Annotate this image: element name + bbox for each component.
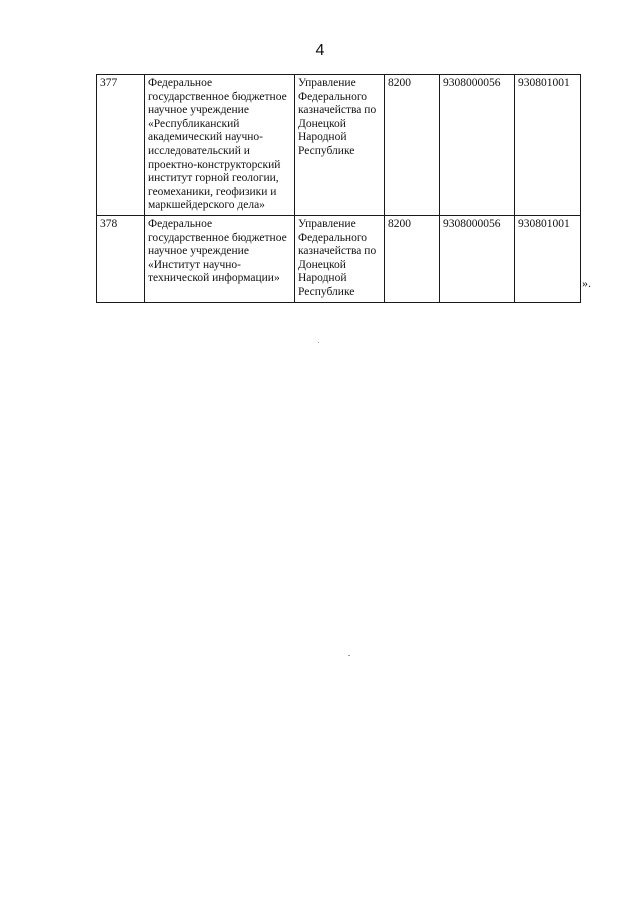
- scan-speck: [318, 342, 319, 343]
- treasury-body-cell: Управление Федерального казначейства по Донецкой Народной Республике: [295, 75, 385, 216]
- row-number-cell: 377: [97, 75, 145, 216]
- kpp-cell: 930801001: [515, 75, 581, 216]
- code-cell: 8200: [385, 75, 440, 216]
- inn-cell: 9308000056: [440, 75, 515, 216]
- code-cell: 8200: [385, 215, 440, 302]
- table-row: [97, 75, 581, 216]
- row-number-cell: 378: [97, 215, 145, 302]
- registry-table: [96, 74, 581, 303]
- closing-quote: ».: [582, 276, 591, 290]
- treasury-body-cell: Управление Федерального казначейства по Донецкой Народной Республике: [295, 215, 385, 302]
- inn-cell: 9308000056: [440, 215, 515, 302]
- kpp-cell: 930801001: [515, 215, 581, 302]
- scan-speck: [348, 655, 350, 656]
- institution-name-cell: Федеральное государственное бюджетное научное учреждение «Республиканский академический научно-исследовательский и проектно-конструкторский институт горной геологии, геомеханики, геофизики и маркшейдерского дела»: [145, 75, 295, 216]
- table-row: [97, 215, 581, 302]
- institution-name-cell: Федеральное государственное бюджетное научное учреждение «Институт научно-технической информации»: [145, 215, 295, 302]
- page-number: 4: [315, 42, 325, 59]
